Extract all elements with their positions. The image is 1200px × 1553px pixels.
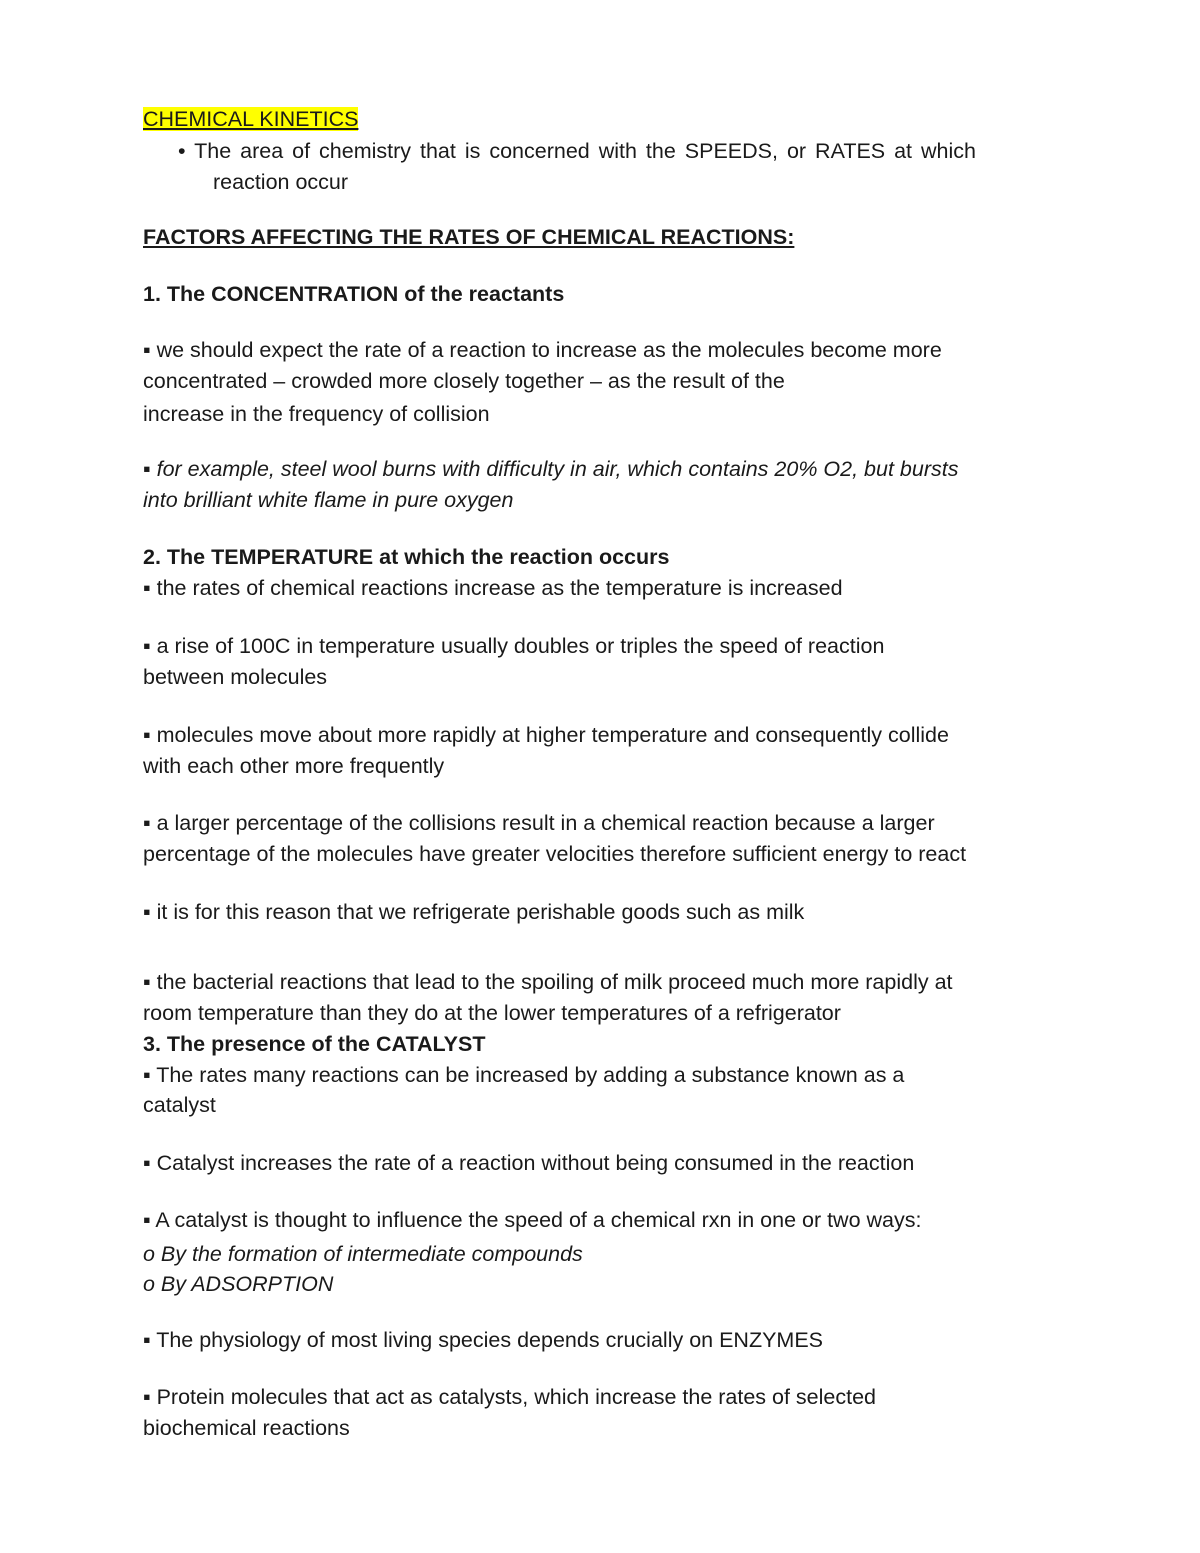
factor-3-heading: 3. The presence of the CATALYST	[143, 1032, 486, 1056]
factor-1-para-2-line-2: into brilliant white flame in pure oxygen	[143, 488, 514, 512]
factor-1-para-1-line-2: concentrated – crowded more closely together – as the result of the	[143, 369, 785, 393]
factor-2-para-3-line-2: with each other more frequently	[143, 754, 445, 778]
factor-2-para-5-line-1: ▪ it is for this reason that we refrigerate perishable goods such as milk	[143, 900, 805, 924]
factor-2-heading: 2. The TEMPERATURE at which the reaction occurs	[143, 545, 670, 569]
factor-1-para-2-line-1: ▪ for example, steel wool burns with difficulty in air, which contains 20% O2, but bursts	[143, 457, 959, 481]
factor-3-para-3-line-1: ▪ A catalyst is thought to influence the speed of a chemical rxn in one or two ways:	[143, 1208, 922, 1232]
factor-1-heading: 1. The CONCENTRATION of the reactants	[143, 282, 565, 306]
factor-2-para-4-line-1: ▪ a larger percentage of the collisions result in a chemical reaction because a larger	[143, 811, 935, 835]
factor-2-para-2-line-1: ▪ a rise of 100C in temperature usually doubles or triples the speed of reaction	[143, 634, 885, 658]
factor-3-para-4-line-1: ▪ The physiology of most living species depends crucially on ENZYMES	[143, 1328, 824, 1352]
intro-line-2: reaction occur	[213, 170, 349, 194]
document-title: CHEMICAL KINETICS	[143, 107, 359, 131]
factor-1-para-1-line-1: ▪ we should expect the rate of a reaction to increase as the molecules become more	[143, 338, 942, 362]
factor-3-para-1-line-2: catalyst	[143, 1093, 216, 1117]
factor-2-para-6-line-1: ▪ the bacterial reactions that lead to the spoiling of milk proceed much more rapidly at	[143, 970, 953, 994]
factor-2-para-6-line-2: room temperature than they do at the lower temperatures of a refrigerator	[143, 1001, 841, 1025]
factor-2-para-4-line-2: percentage of the molecules have greater velocities therefore sufficient energy to react	[143, 842, 967, 866]
factor-3-para-5-line-2: biochemical reactions	[143, 1416, 350, 1440]
factor-3-sub-item-2: o By ADSORPTION	[143, 1272, 334, 1296]
section-heading: FACTORS AFFECTING THE RATES OF CHEMICAL REACTIONS:	[143, 225, 795, 249]
factor-3-para-2-line-1: ▪ Catalyst increases the rate of a reaction without being consumed in the reaction	[143, 1151, 915, 1175]
factor-1-para-1-line-3: increase in the frequency of collision	[143, 402, 490, 426]
factor-3-para-1-line-1: ▪ The rates many reactions can be increased by adding a substance known as a	[143, 1063, 905, 1087]
document-title-line	[143, 104, 358, 135]
factor-2-para-1-line-1: ▪ the rates of chemical reactions increase as the temperature is increased	[143, 576, 843, 600]
factor-2-para-3-line-1: ▪ molecules move about more rapidly at higher temperature and consequently collide	[143, 723, 949, 747]
intro-line-1: • The area of chemistry that is concerned with the SPEEDS, or RATES at which	[178, 139, 976, 163]
factor-3-para-5-line-1: ▪ Protein molecules that act as catalysts, which increase the rates of selected	[143, 1385, 877, 1409]
factor-2-para-2-line-2: between molecules	[143, 665, 328, 689]
factor-3-sub-item-1: o By the formation of intermediate compounds	[143, 1242, 583, 1266]
